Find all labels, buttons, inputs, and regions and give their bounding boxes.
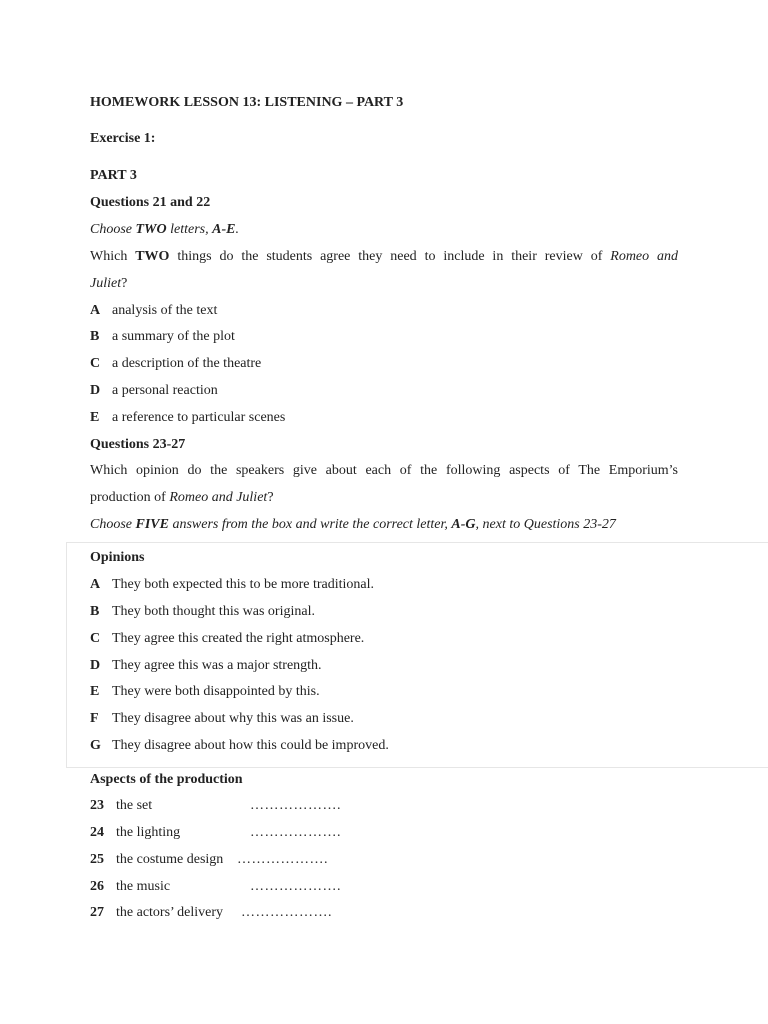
question-word: Which [90,249,128,264]
aspect-text: the costume design [116,852,224,867]
opinion-a [90,576,374,594]
opinion-b [90,603,315,621]
opinion-c [90,630,364,648]
opinion-f [90,710,354,728]
answer-blank-25[interactable]: ………………. [237,852,328,867]
instruction-end: . [235,222,239,237]
aspect-27 [90,904,223,922]
option-letter: C [90,356,101,371]
opinion-d [90,657,322,675]
instruction-word: Choose [90,517,132,532]
aspect-text: the lighting [116,825,181,840]
question-mark: ? [267,490,274,505]
question-text: things do the students agree they need to include in their review of [177,249,603,264]
question-number: 24 [90,825,104,840]
question-number: 23 [90,798,104,813]
opinion-letter: B [90,604,100,619]
opinions-heading: Opinions [90,550,145,565]
answer-blank-26[interactable]: ………………. [250,879,341,894]
opinion-text: They agree this created the right atmosphere. [112,631,365,646]
aspect-24 [90,824,180,842]
aspect-26 [90,878,170,896]
question-play-title: Juliet [90,276,122,291]
opinion-letter: D [90,658,101,673]
aspect-text: the set [116,798,153,813]
option-e [90,409,285,427]
option-text: a description of the theatre [112,356,262,371]
question-play-title: Romeo and Juliet [169,490,268,505]
opinion-text: They were both disappointed by this. [112,684,320,699]
opinion-letter: C [90,631,101,646]
instruction-range: A-E [212,222,236,237]
instruction-emphasis: FIVE [135,517,169,532]
instruction-word: letters, [170,222,209,237]
option-text: a reference to particular scenes [112,410,286,425]
opinion-text: They both expected this to be more traditional. [112,577,375,592]
questions-23-27-question-line-1: Which opinion do the speakers give about each of the following aspects of The Emporium’s [90,463,678,478]
opinion-text: They disagree about how this could be improved. [112,738,389,753]
question-number: 26 [90,879,104,894]
question-number: 27 [90,905,104,920]
option-text: a personal reaction [112,383,218,398]
option-letter: D [90,383,101,398]
instruction-text: answers from the box and write the correct letter, [172,517,448,532]
opinion-text: They agree this was a major strength. [112,658,322,673]
opinion-letter: A [90,577,101,592]
questions-21-22-question-line-2 [90,275,127,293]
questions-21-22-heading: Questions 21 and 22 [90,195,211,210]
instruction-end: , next to Questions 23-27 [475,517,616,532]
instruction-emphasis: TWO [135,222,167,237]
option-text: analysis of the text [112,303,218,318]
question-play-title: Romeo and [610,249,679,264]
opinion-text: They disagree about why this was an issue. [112,711,354,726]
questions-23-27-instruction [90,516,616,534]
question-text: production of [90,490,166,505]
option-letter: B [90,329,100,344]
instruction-range: A-G [451,517,476,532]
opinion-text: They both thought this was original. [112,604,315,619]
opinion-g [90,737,389,755]
opinion-letter: G [90,738,101,753]
aspect-25 [90,851,223,869]
exercise-heading: Exercise 1: [90,131,156,146]
part-heading: PART 3 [90,168,137,183]
aspect-text: the actors’ delivery [116,905,224,920]
questions-21-22-instruction [90,221,239,239]
answer-blank-23[interactable]: ………………. [250,798,341,813]
aspect-23 [90,797,152,815]
opinion-letter: F [90,711,99,726]
questions-23-27-heading: Questions 23-27 [90,437,186,452]
answer-blank-27[interactable]: ………………. [241,905,332,920]
question-mark: ? [121,276,128,291]
question-emphasis: TWO [135,249,170,264]
questions-23-27-question-line-2 [90,489,274,507]
document-title: HOMEWORK LESSON 13: LISTENING – PART 3 [90,95,404,110]
option-letter: A [90,303,101,318]
option-a [90,302,217,320]
aspect-text: the music [116,879,171,894]
opinion-e [90,683,320,701]
answer-blank-24[interactable]: ………………. [250,825,341,840]
question-number: 25 [90,852,104,867]
questions-21-22-question-line-1 [90,248,678,266]
instruction-word: Choose [90,222,132,237]
option-letter: E [90,410,100,425]
aspects-heading: Aspects of the production [90,772,243,787]
opinion-letter: E [90,684,100,699]
option-b [90,328,235,346]
option-text: a summary of the plot [112,329,235,344]
option-d [90,382,218,400]
option-c [90,355,261,373]
